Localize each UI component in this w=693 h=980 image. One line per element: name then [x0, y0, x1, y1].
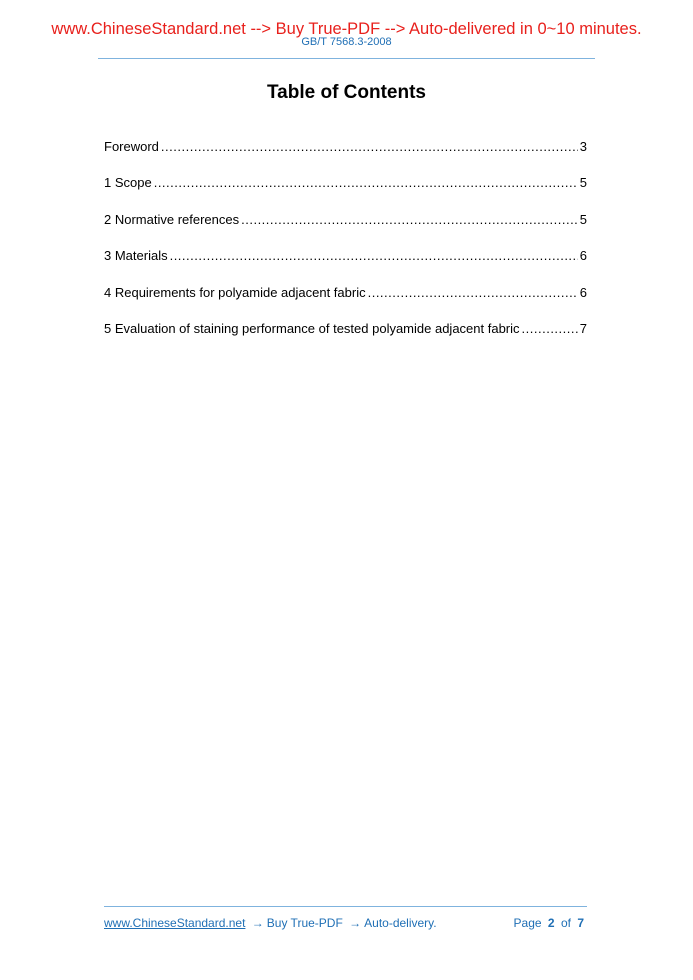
toc-entry-evaluation[interactable] [104, 321, 587, 357]
toc-entry-label: 1 Scope [104, 175, 152, 191]
toc-entry-label: Foreword [104, 139, 159, 154]
auto-delivery-text: Auto-delivery. [364, 916, 437, 930]
toc-entry-label: 2 Normative references [104, 211, 240, 227]
buy-true-pdf-text: Buy True-PDF [266, 916, 343, 930]
toc-entry-page: 7 [579, 320, 587, 336]
footer-divider [104, 906, 587, 907]
toc-entry-page: 3 [579, 139, 587, 154]
toc-entry-materials[interactable] [104, 248, 587, 284]
toc-entry-label: 5 Evaluation of staining performance of tested polyamide adjacent fabric [104, 320, 520, 336]
document-code: GB/T 7568.3-2008 [301, 36, 392, 48]
toc-entry-label: 4 Requirements for polyamide adjacent fabric [104, 284, 366, 300]
toc-entry-page: 6 [579, 248, 587, 264]
dot-leader [241, 212, 578, 228]
dot-leader [522, 321, 578, 337]
toc-entry-page: 6 [579, 284, 587, 300]
promo-banner[interactable]: www.ChineseStandard.net --> Buy True-PDF --> Auto-delivered in 0~10 minutes. [51, 20, 642, 38]
dot-leader [154, 175, 578, 191]
site-link[interactable]: www.ChineseStandard.net [104, 916, 246, 930]
dot-leader [170, 248, 578, 264]
page-word: Page [513, 916, 542, 930]
toc-entry-normative-references[interactable] [104, 212, 587, 248]
arrow-right-icon: → [349, 916, 362, 930]
page-of-word: of [560, 916, 571, 930]
dot-leader [368, 285, 578, 301]
toc-entry-page: 5 [579, 175, 587, 191]
dot-leader [161, 139, 578, 155]
toc-entry-page: 5 [579, 211, 587, 227]
page-footer [104, 916, 587, 930]
toc-entry-requirements[interactable] [104, 285, 587, 321]
arrow-right-icon: → [251, 916, 264, 930]
toc-entry-scope[interactable] [104, 175, 587, 211]
current-page-number: 2 [547, 916, 555, 930]
toc-entry-foreword[interactable] [104, 139, 587, 175]
header-divider [98, 58, 595, 59]
table-of-contents [104, 139, 587, 357]
toc-entry-label: 3 Materials [104, 248, 168, 264]
total-pages-number: 7 [577, 916, 584, 930]
toc-title: Table of Contents [266, 82, 427, 103]
page-indicator [514, 916, 587, 930]
